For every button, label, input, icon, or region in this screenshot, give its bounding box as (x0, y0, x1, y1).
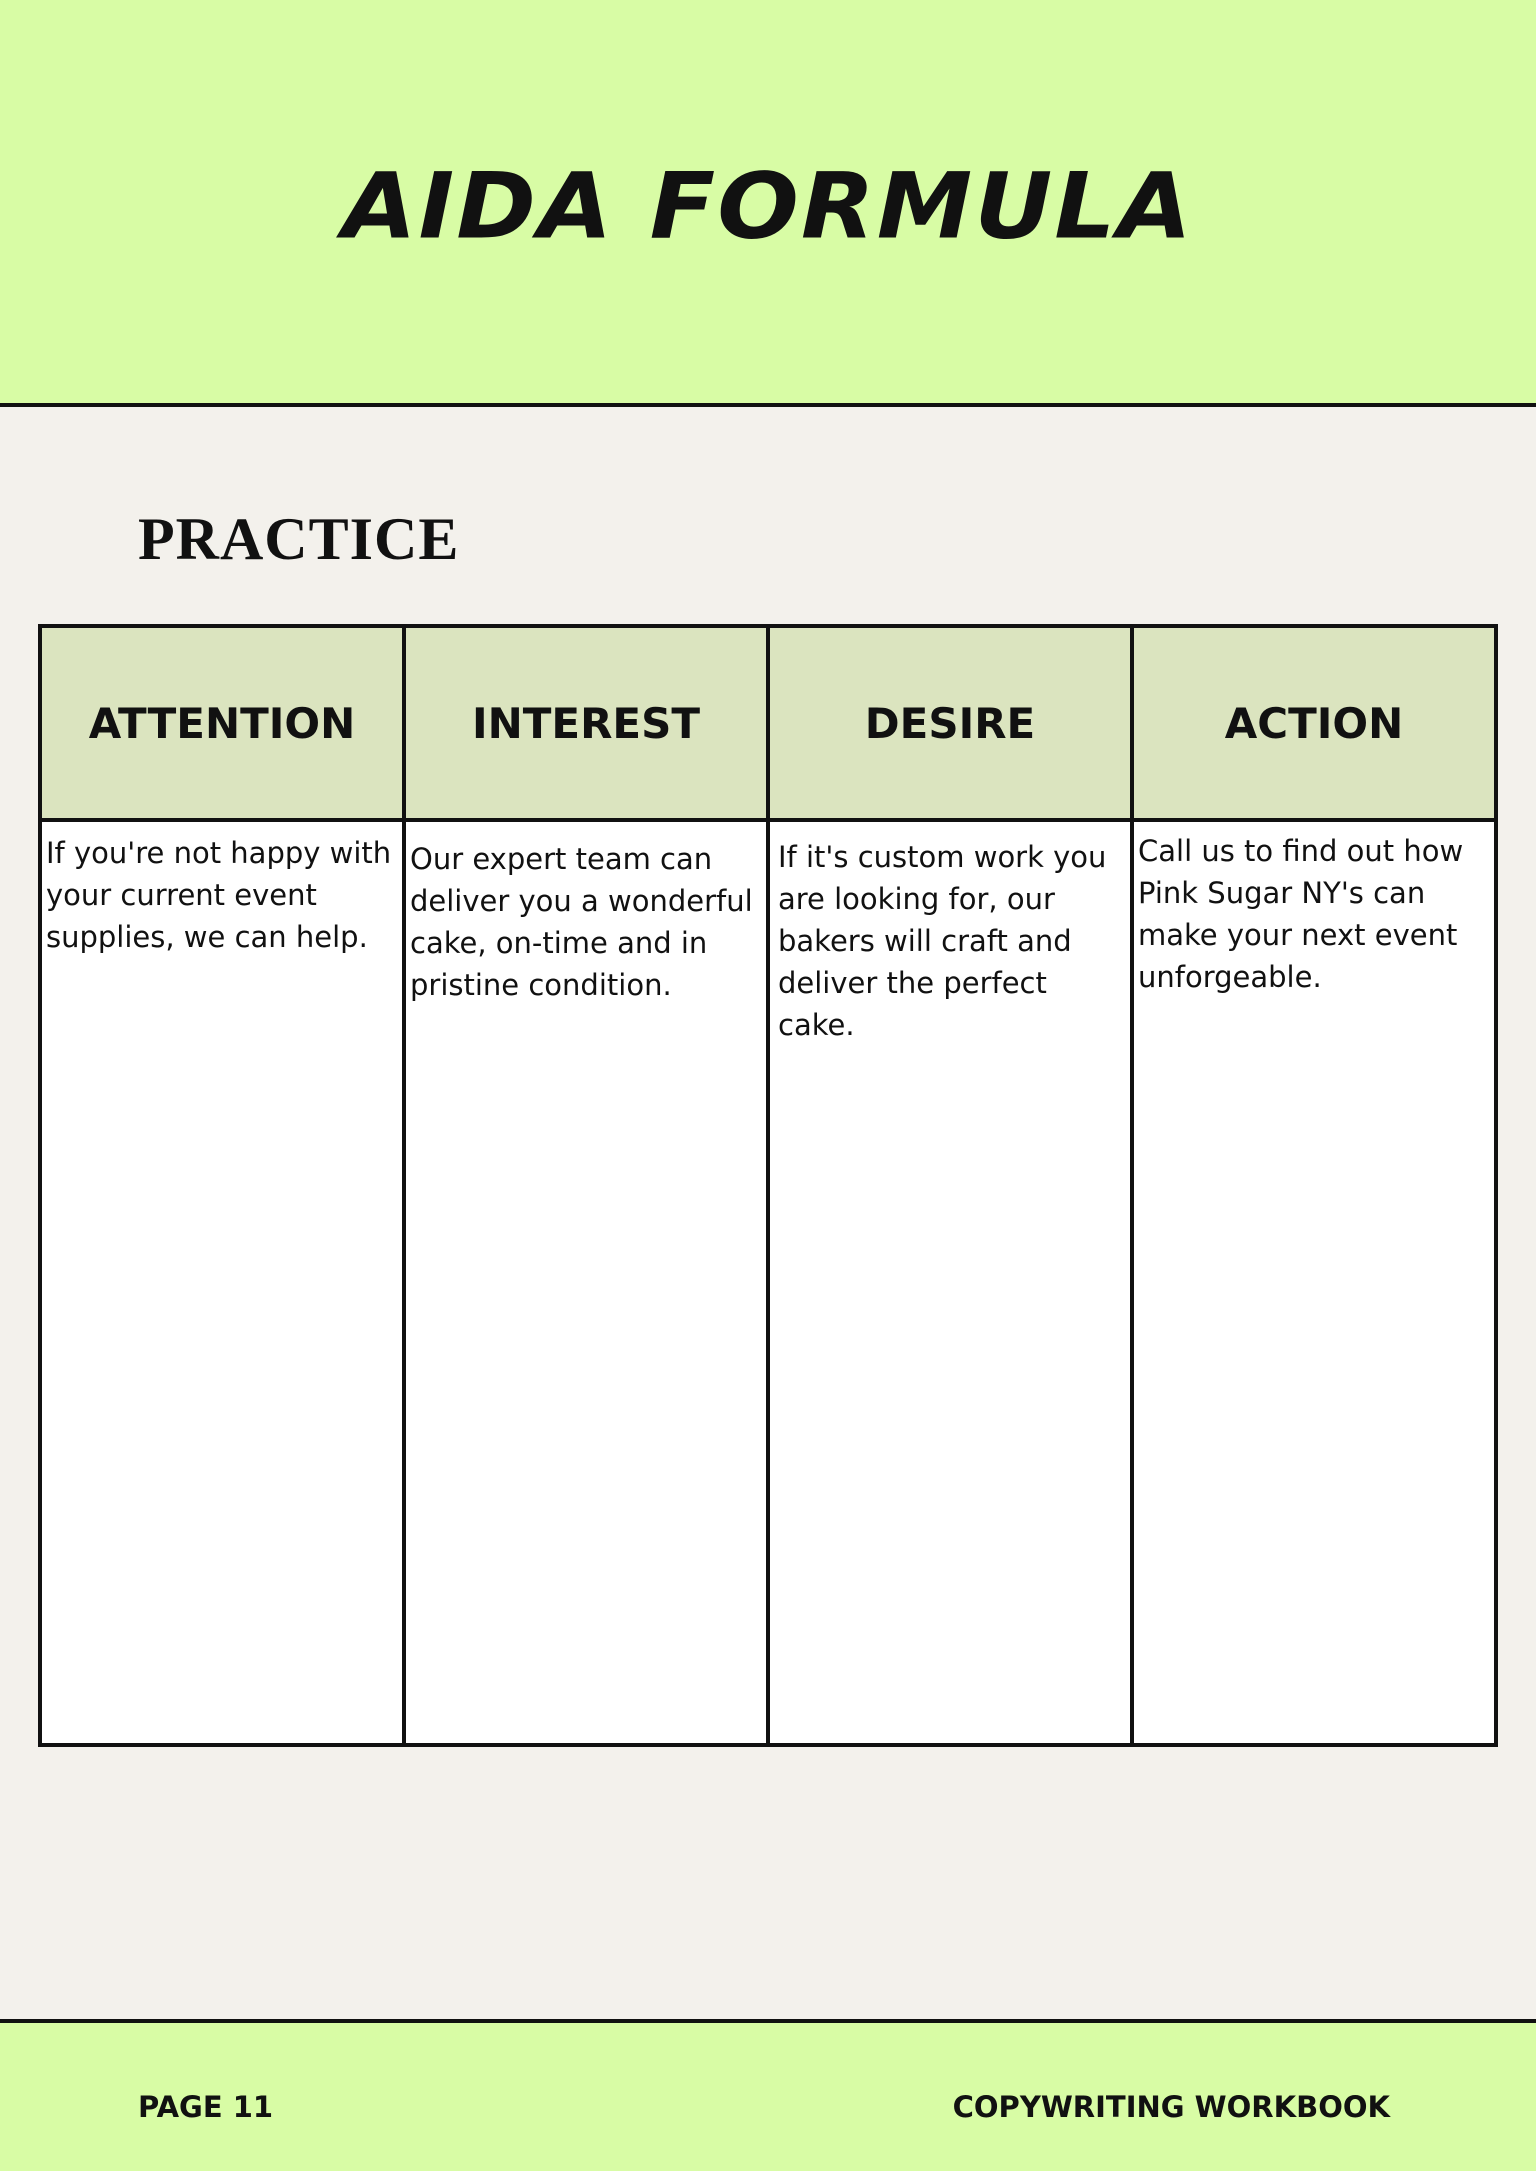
practice-table (38, 624, 1498, 1747)
column-header-attention: ATTENTION (42, 628, 402, 822)
section-heading: PRACTICE (138, 506, 460, 572)
column-desire (770, 628, 1134, 1743)
page-title: AIDA FORMULA (342, 152, 1194, 260)
column-action (1134, 628, 1494, 1743)
column-body-attention: If you're not happy with your current event supplies, we can help. (42, 822, 402, 1743)
column-body-interest: Our expert team can deliver you a wonderful cake, on-time and in pristine condition. (406, 822, 766, 1743)
column-header-action: ACTION (1134, 628, 1494, 822)
column-body-desire: If it's custom work you are looking for, our bakers will craft and deliver the perfect cake. (770, 822, 1130, 1743)
column-attention (42, 628, 406, 1743)
column-body-action: Call us to find out how Pink Sugar NY's can make your next event unforgeable. (1134, 822, 1494, 1743)
page-number: PAGE 11 (138, 2090, 274, 2124)
workbook-title: COPYWRITING WORKBOOK (952, 2090, 1390, 2124)
column-header-interest: INTEREST (406, 628, 766, 822)
column-interest (406, 628, 770, 1743)
column-header-desire: DESIRE (770, 628, 1130, 822)
